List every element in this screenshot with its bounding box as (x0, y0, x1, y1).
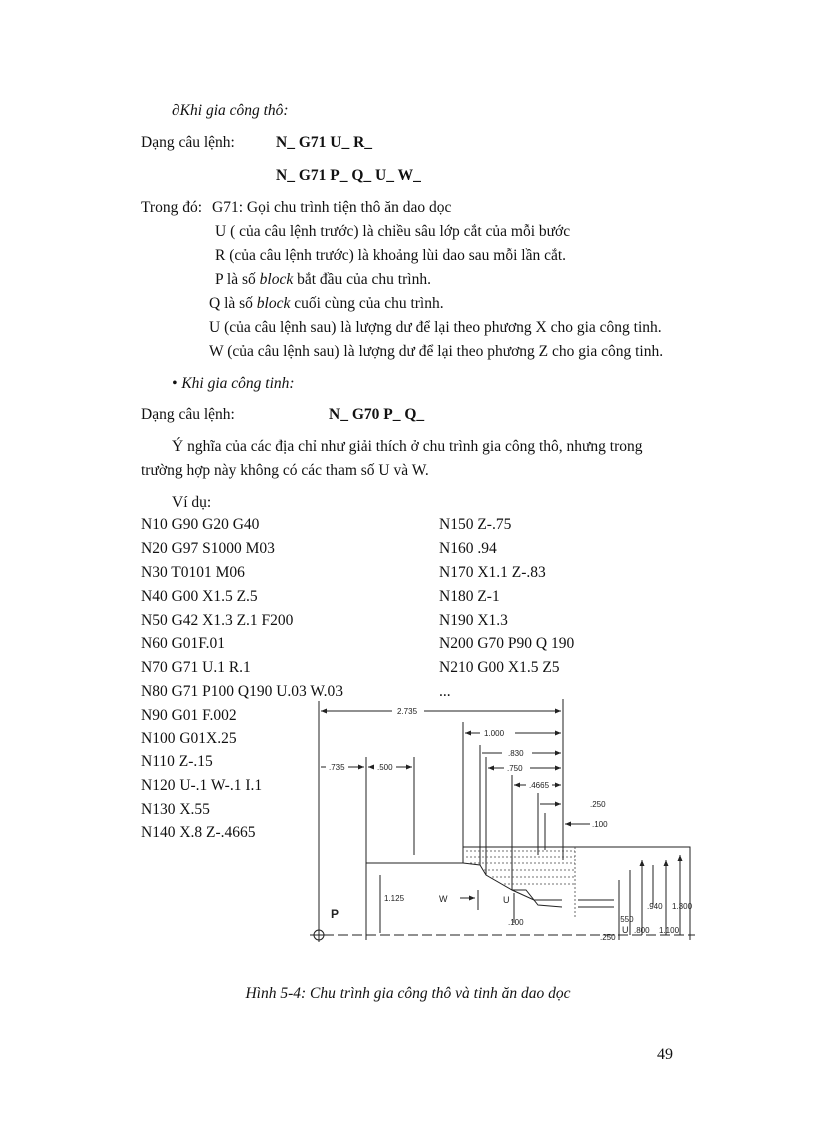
dim-label-4665: .4665 (529, 781, 550, 790)
rough-format-label: Dạng câu lệnh: (141, 134, 235, 151)
code-line: N70 G71 U.1 R.1 (141, 659, 251, 676)
dim-label-u1: U (503, 895, 510, 905)
code-line: N110 Z-.15 (141, 753, 213, 770)
finish-format-label: Dạng câu lệnh: (141, 406, 235, 423)
finish-note-line2: trường hợp này không có các tham số U và W. (141, 462, 429, 479)
where-line-u1: U ( của câu lệnh trước) là chiều sâu lớp cắt của mỗi bước (215, 223, 571, 240)
cycle-diagram (300, 695, 710, 955)
where-line-g71: G71: Gọi chu trình tiện thô ăn dao dọc (212, 199, 452, 216)
arrowhead (555, 783, 561, 788)
dim-label-1100: 1.100 (659, 926, 680, 935)
arrowhead (514, 783, 520, 788)
code-line: N80 G71 P100 Q190 U.03 W.03 (141, 683, 343, 700)
code-line: N120 U-.1 W-.1 I.1 (141, 777, 263, 794)
arrowhead (555, 731, 561, 736)
arrowhead (640, 860, 645, 866)
code-line: N90 G01 F.002 (141, 707, 237, 724)
dim-label-250: .250 (590, 800, 606, 809)
rough-format-line1: N_ G71 U_ R_ (276, 134, 373, 151)
arrowhead (555, 802, 561, 807)
arrowhead (678, 855, 683, 861)
code-line: N140 X.8 Z-.4665 (141, 824, 256, 841)
page-number: 49 (657, 1046, 673, 1063)
arrowhead (555, 751, 561, 756)
arrowhead (555, 766, 561, 771)
dim-label-1125: 1.125 (384, 894, 405, 903)
code-line: N60 G01F.01 (141, 635, 226, 652)
where-p-em: block (259, 271, 294, 288)
dim-label-940: .940 (647, 902, 663, 911)
dim-label-500: .500 (377, 763, 393, 772)
dim-label-1000: 1.000 (484, 729, 505, 738)
code-line: N200 G70 P90 Q 190 (439, 635, 575, 652)
arrowhead (555, 709, 561, 714)
where-q-em: block (256, 295, 291, 312)
dim-label-250b: .250 (600, 933, 616, 942)
code-line: ... (439, 683, 451, 700)
arrowhead (488, 766, 494, 771)
where-line-q (209, 294, 444, 314)
part-profile-inner (512, 890, 562, 907)
code-line: N100 G01X.25 (141, 730, 237, 747)
code-line: N10 G90 G20 G40 (141, 516, 260, 533)
dim-label-830: .830 (508, 749, 524, 758)
where-q-pre: Q là số (209, 295, 257, 312)
partial-symbol: ∂ (172, 102, 180, 119)
where-line-r: R (của câu lệnh trước) là khoảng lùi dao sau mỗi lần cắt. (215, 247, 567, 264)
finish-format-line: N_ G70 P_ Q_ (329, 406, 425, 423)
where-p-pre: P là số (215, 271, 260, 288)
dim-label-w: W (439, 894, 448, 904)
where-line-w: W (của câu lệnh sau) là lượng dư để lại theo phương Z cho gia công tinh. (209, 343, 664, 360)
dim-label-100b: .100 (508, 918, 524, 927)
bullet-icon: • (172, 375, 182, 392)
arrowhead (664, 860, 669, 866)
finish-heading: Khi gia công tinh: (181, 375, 295, 392)
code-line: N50 G42 X1.3 Z.1 F200 (141, 612, 294, 629)
code-line: N30 T0101 M06 (141, 564, 245, 581)
code-line: N180 Z-1 (439, 588, 500, 605)
arrowhead (469, 896, 475, 901)
code-line: N40 G00 X1.5 Z.5 (141, 588, 258, 605)
origin-label-p: P (331, 907, 340, 921)
code-line: N210 G00 X1.5 Z5 (439, 659, 560, 676)
code-line: N160 .94 (439, 540, 497, 557)
finish-heading-line (172, 374, 295, 394)
code-line: N190 X1.3 (439, 612, 508, 629)
where-line-p (215, 270, 431, 290)
arrowhead (406, 765, 412, 770)
dim-label-1300: 1.300 (672, 902, 693, 911)
where-line-u2: U (của câu lệnh sau) là lượng dư để lại theo phương X cho gia công tinh. (209, 319, 662, 336)
arrowhead (358, 765, 364, 770)
arrowhead (368, 765, 374, 770)
code-line: N170 X1.1 Z-.83 (439, 564, 546, 581)
figure-caption: Hình 5-4: Chu trình gia công thô và tinh ăn dao dọc (245, 985, 571, 1002)
rough-heading-line (172, 101, 289, 121)
dim-label-550: .550 (618, 915, 634, 924)
where-q-post: cuối cùng của chu trình. (290, 295, 444, 312)
dim-label-800: .800 (634, 926, 650, 935)
dim-label-100: .100 (592, 820, 608, 829)
where-label: Trong đó: (141, 199, 203, 216)
example-label: Ví dụ: (172, 494, 212, 511)
code-line: N20 G97 S1000 M03 (141, 540, 275, 557)
dim-label-735: .735 (329, 763, 345, 772)
dim-label-2735: 2.735 (397, 707, 418, 716)
rough-format-line2: N_ G71 P_ Q_ U_ W_ (276, 167, 421, 184)
arrowhead (465, 731, 471, 736)
code-line: N130 X.55 (141, 801, 210, 818)
code-line: N150 Z-.75 (439, 516, 512, 533)
dim-label-u2: U (622, 925, 629, 935)
arrowhead (565, 822, 571, 827)
finish-note-line1: Ý nghĩa của các địa chỉ như giải thích ở chu trình gia công thô, nhưng trong (172, 438, 643, 455)
rough-heading: Khi gia công thô: (179, 102, 289, 119)
arrowhead (321, 709, 327, 714)
dim-label-750: .750 (507, 764, 523, 773)
where-p-post: bắt đầu của chu trình. (293, 271, 431, 288)
